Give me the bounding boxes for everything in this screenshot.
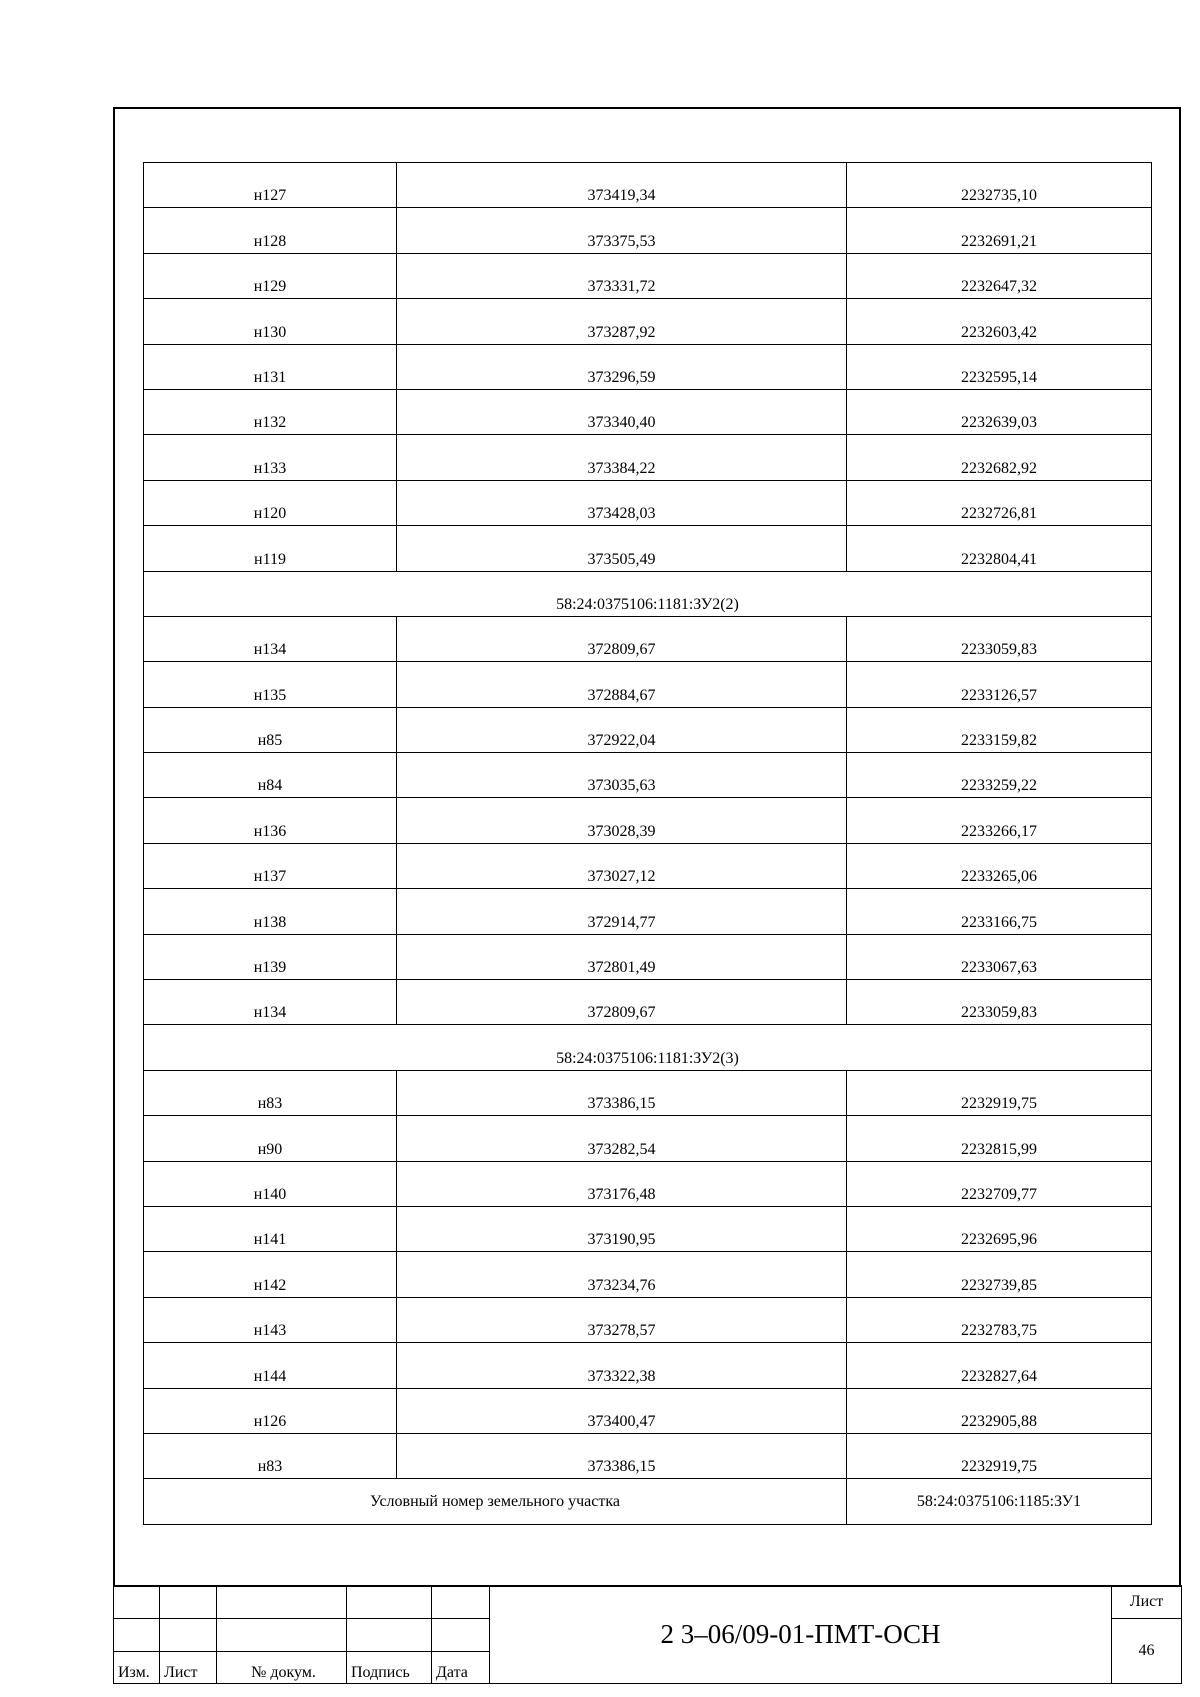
point-name-cell: н83 [144, 1433, 397, 1478]
point-name-cell: н83 [144, 1070, 397, 1115]
x-coordinate-cell: 373400,47 [397, 1388, 847, 1433]
y-coordinate-cell: 2232919,75 [847, 1070, 1152, 1115]
point-name-cell: н136 [144, 798, 397, 843]
y-coordinate-cell: 2232709,77 [847, 1161, 1152, 1206]
x-coordinate-cell: 373386,15 [397, 1070, 847, 1115]
section-header-row [144, 1025, 1152, 1070]
y-coordinate-cell: 2232726,81 [847, 480, 1152, 525]
stamp-header-date: Дата [432, 1652, 490, 1684]
title-block [113, 1585, 1182, 1684]
point-name-cell: н133 [144, 435, 397, 480]
y-coordinate-cell: 2233159,82 [847, 707, 1152, 752]
stamp-cell [114, 1619, 160, 1652]
stamp-cell [432, 1619, 490, 1652]
section-header-row [144, 571, 1152, 616]
table-row [144, 798, 1152, 843]
point-name-cell: н129 [144, 253, 397, 298]
table-row [144, 480, 1152, 525]
x-coordinate-cell: 372922,04 [397, 707, 847, 752]
stamp-cell [217, 1619, 347, 1652]
y-coordinate-cell: 2233166,75 [847, 889, 1152, 934]
x-coordinate-cell: 373375,53 [397, 208, 847, 253]
y-coordinate-cell: 2233259,22 [847, 753, 1152, 798]
point-name-cell: н126 [144, 1388, 397, 1433]
sheet-number: 46 [1112, 1619, 1182, 1684]
x-coordinate-cell: 373234,76 [397, 1252, 847, 1297]
y-coordinate-cell: 2232827,64 [847, 1343, 1152, 1388]
point-name-cell: н120 [144, 480, 397, 525]
coordinates-table [143, 162, 1152, 1525]
point-name-cell: н127 [144, 163, 397, 208]
point-name-cell: н90 [144, 1116, 397, 1161]
x-coordinate-cell: 373428,03 [397, 480, 847, 525]
table-row [144, 934, 1152, 979]
point-name-cell: н141 [144, 1206, 397, 1251]
y-coordinate-cell: 2232815,99 [847, 1116, 1152, 1161]
sheet-label: Лист [1112, 1586, 1182, 1619]
table-row [144, 344, 1152, 389]
x-coordinate-cell: 372801,49 [397, 934, 847, 979]
table-row [144, 435, 1152, 480]
x-coordinate-cell: 373331,72 [397, 253, 847, 298]
table-row [144, 253, 1152, 298]
point-name-cell: н143 [144, 1297, 397, 1342]
stamp-cell [217, 1586, 347, 1619]
y-coordinate-cell: 2233059,83 [847, 616, 1152, 661]
document-code: 2 3–06/09-01-ПМТ-ОСН [490, 1586, 1112, 1684]
table-row [144, 163, 1152, 208]
table-row [144, 753, 1152, 798]
x-coordinate-cell: 373419,34 [397, 163, 847, 208]
x-coordinate-cell: 373296,59 [397, 344, 847, 389]
x-coordinate-cell: 373035,63 [397, 753, 847, 798]
x-coordinate-cell: 373028,39 [397, 798, 847, 843]
y-coordinate-cell: 2232735,10 [847, 163, 1152, 208]
x-coordinate-cell: 373386,15 [397, 1433, 847, 1478]
table-row [144, 1433, 1152, 1478]
point-name-cell: н142 [144, 1252, 397, 1297]
x-coordinate-cell: 373287,92 [397, 299, 847, 344]
point-name-cell: н132 [144, 389, 397, 434]
point-name-cell: н134 [144, 980, 397, 1025]
point-name-cell: н84 [144, 753, 397, 798]
y-coordinate-cell: 2233126,57 [847, 662, 1152, 707]
table-row [144, 1252, 1152, 1297]
x-coordinate-cell: 372809,67 [397, 980, 847, 1025]
y-coordinate-cell: 2232905,88 [847, 1388, 1152, 1433]
table-row [144, 616, 1152, 661]
point-name-cell: н140 [144, 1161, 397, 1206]
table-row [144, 980, 1152, 1025]
point-name-cell: н135 [144, 662, 397, 707]
y-coordinate-cell: 2233059,83 [847, 980, 1152, 1025]
y-coordinate-cell: 2232804,41 [847, 526, 1152, 571]
y-coordinate-cell: 2232639,03 [847, 389, 1152, 434]
x-coordinate-cell: 373340,40 [397, 389, 847, 434]
x-coordinate-cell: 373322,38 [397, 1343, 847, 1388]
stamp-cell [347, 1586, 432, 1619]
table-row [144, 1388, 1152, 1433]
table-row [144, 889, 1152, 934]
coordinates-table-body [144, 163, 1152, 1525]
stamp-header-doc-number: № докум. [217, 1652, 347, 1684]
table-row [144, 1206, 1152, 1251]
parcel-number-label: Условный номер земельного участка [144, 1479, 847, 1524]
point-name-cell: н134 [144, 616, 397, 661]
y-coordinate-cell: 2232783,75 [847, 1297, 1152, 1342]
point-name-cell: н119 [144, 526, 397, 571]
point-name-cell: н130 [144, 299, 397, 344]
table-row [144, 1070, 1152, 1115]
x-coordinate-cell: 373278,57 [397, 1297, 847, 1342]
parcel-number-value: 58:24:0375106:1185:ЗУ1 [847, 1479, 1152, 1524]
stamp-header-signature: Подпись [347, 1652, 432, 1684]
stamp-cell [432, 1586, 490, 1619]
point-name-cell: н137 [144, 843, 397, 888]
x-coordinate-cell: 372914,77 [397, 889, 847, 934]
table-row [144, 526, 1152, 571]
table-row [144, 843, 1152, 888]
y-coordinate-cell: 2233266,17 [847, 798, 1152, 843]
point-name-cell: н138 [144, 889, 397, 934]
point-name-cell: н144 [144, 1343, 397, 1388]
point-name-cell: н139 [144, 934, 397, 979]
table-row [144, 1116, 1152, 1161]
y-coordinate-cell: 2232647,32 [847, 253, 1152, 298]
table-row [144, 299, 1152, 344]
y-coordinate-cell: 2232603,42 [847, 299, 1152, 344]
point-name-cell: н85 [144, 707, 397, 752]
stamp-header-list: Лист [160, 1652, 217, 1684]
section-title-cell: 58:24:0375106:1181:ЗУ2(3) [144, 1025, 1152, 1070]
table-row [144, 1161, 1152, 1206]
x-coordinate-cell: 373176,48 [397, 1161, 847, 1206]
x-coordinate-cell: 373282,54 [397, 1116, 847, 1161]
parcel-number-row [144, 1479, 1152, 1524]
table-row [144, 389, 1152, 434]
x-coordinate-cell: 373505,49 [397, 526, 847, 571]
y-coordinate-cell: 2232682,92 [847, 435, 1152, 480]
y-coordinate-cell: 2232595,14 [847, 344, 1152, 389]
stamp-cell [160, 1586, 217, 1619]
x-coordinate-cell: 373190,95 [397, 1206, 847, 1251]
y-coordinate-cell: 2233067,63 [847, 934, 1152, 979]
y-coordinate-cell: 2232695,96 [847, 1206, 1152, 1251]
section-title-cell: 58:24:0375106:1181:ЗУ2(2) [144, 571, 1152, 616]
stamp-cell [114, 1586, 160, 1619]
table-row [144, 707, 1152, 752]
y-coordinate-cell: 2232691,21 [847, 208, 1152, 253]
y-coordinate-cell: 2232919,75 [847, 1433, 1152, 1478]
y-coordinate-cell: 2233265,06 [847, 843, 1152, 888]
table-row [144, 1297, 1152, 1342]
table-row [144, 662, 1152, 707]
point-name-cell: н131 [144, 344, 397, 389]
stamp-cell [347, 1619, 432, 1652]
x-coordinate-cell: 373384,22 [397, 435, 847, 480]
table-row [144, 208, 1152, 253]
x-coordinate-cell: 373027,12 [397, 843, 847, 888]
table-row [144, 1343, 1152, 1388]
stamp-header-izm: Изм. [114, 1652, 160, 1684]
stamp-cell [160, 1619, 217, 1652]
point-name-cell: н128 [144, 208, 397, 253]
x-coordinate-cell: 372884,67 [397, 662, 847, 707]
y-coordinate-cell: 2232739,85 [847, 1252, 1152, 1297]
x-coordinate-cell: 372809,67 [397, 616, 847, 661]
